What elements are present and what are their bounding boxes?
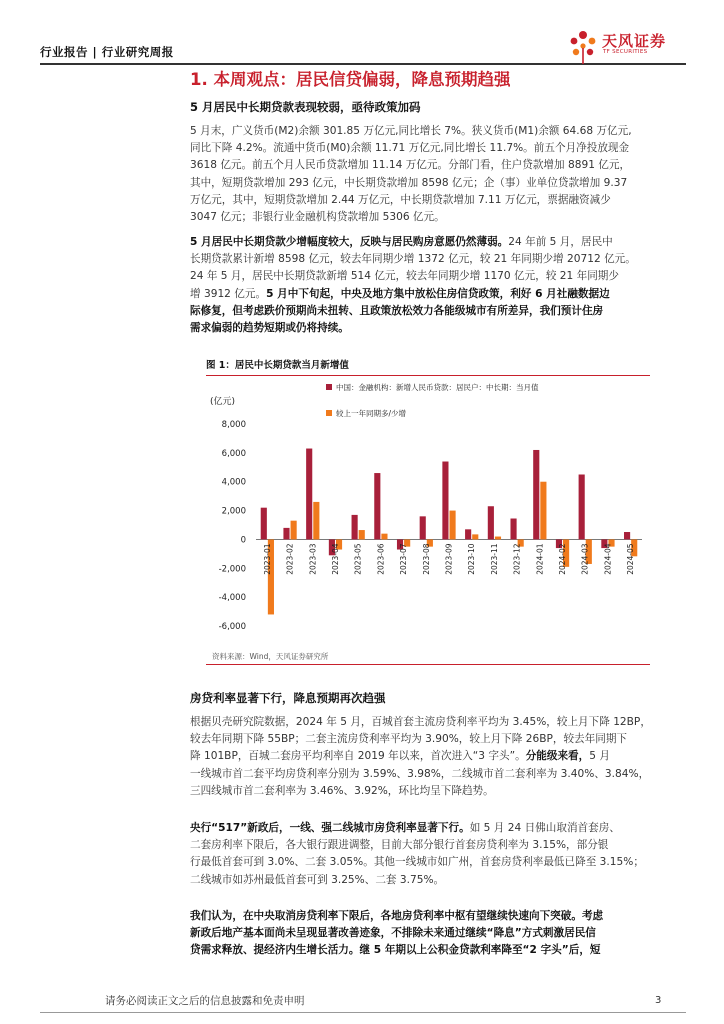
figure-source: 资料来源：Wind，天风证券研究所 [212, 652, 329, 661]
bar-value-2023-09 [442, 462, 448, 540]
bar-yoy-2023-10 [472, 534, 478, 539]
bar-yoy-2023-02 [291, 521, 297, 540]
text-span: 增 3912 亿元。 [190, 287, 267, 300]
text-line [190, 925, 686, 942]
logo-subtitle: TF SECURITIES [603, 49, 648, 55]
text-line: 5 月末，广义货币(M2)余额 301.85 万亿元,同比增长 7%。狭义货币(M1)余额 64.68 万亿元, [190, 125, 632, 137]
y-tick-label: 0 [240, 535, 246, 546]
bar-value-2024-03 [579, 475, 585, 540]
bold-text: 我们认为，在中央取消房贷利率下限后，各地房贷利率中枢有望继续快速向下突破。考虑 [190, 910, 604, 922]
figure-top-rule [206, 375, 650, 376]
y-tick-label: -4,000 [218, 593, 246, 604]
bar-value-2023-12 [510, 519, 516, 540]
y-tick-label: -2,000 [218, 564, 246, 575]
text-line [190, 908, 686, 925]
flower-logo-icon [566, 26, 600, 66]
bar-value-2024-05 [624, 532, 630, 539]
bold-text: 5 月中下旬起，中央及地方集中放松住房信贷政策，利好 6 月社融数据边 [266, 287, 610, 300]
text-line: 较去年同期下降 55BP；二套主流房贷利率平均为 3.90%，较上月下降 26BP，较去年同期下 [190, 733, 628, 746]
text-line: 根据贝壳研究院数据，2024 年 5 月，百城首套主流房贷利率平均为 3.45%，较上月下降 12BP， [190, 716, 651, 728]
logo-name: 天风证券 [602, 32, 667, 50]
bar-value-2023-05 [352, 515, 358, 540]
bar-value-2023-02 [283, 528, 289, 540]
footer-divider [40, 1012, 686, 1013]
text-span: 5 月 [589, 750, 610, 763]
legend-label: 较上一年同期多/少增 [336, 409, 407, 418]
bold-text: 央行“517”新政后，一线、强二线城市房贷利率显著下行。 [190, 822, 470, 834]
text-line: 一线城市首二套平均房贷利率分别为 3.59%、3.98%，二线城市首二套利率为 3.40%、3.84%， [190, 767, 650, 780]
bar-yoy-2023-05 [359, 530, 365, 539]
text-line [190, 234, 686, 251]
bold-text: 际修复，但考虑跌价预期尚未扭转、且政策放松效力各能级城市有所差异，我们预计住房 [190, 304, 604, 317]
x-tick-label: 2024-01 [535, 543, 545, 575]
x-tick-label: 2024-05 [626, 543, 636, 575]
bar-value-2023-01 [261, 508, 267, 540]
x-tick-label: 2023-02 [285, 543, 295, 575]
paragraph-outlook [190, 908, 686, 960]
bar-value-2023-08 [420, 516, 426, 539]
legend-swatch [326, 384, 332, 390]
chart-axes [219, 420, 642, 632]
paragraph-money-supply [190, 123, 686, 226]
text-line: 三四线城市首二套利率为 3.46%、3.92%，环比均呈下降趋势。 [190, 784, 494, 797]
text-line: 24 年 5 月，居民中长期贷款新增 514 亿元，较去年同期少增 1170 亿元，较 21 年同期少 [190, 270, 619, 283]
bar-yoy-2024-01 [540, 482, 546, 540]
chart-legend [326, 382, 539, 418]
text-span: 降 101BP，百城二套房平均利率自 2019 年以来，首次进入“3 字头”。 [190, 750, 526, 763]
bar-yoy-2023-06 [381, 534, 387, 540]
text-line [190, 320, 686, 337]
bar-chart [206, 378, 650, 650]
text-line: 万亿元，其中，短期贷款增加 2.44 万亿元，中长期贷款增加 7.11 万亿元，票据融资减少 [190, 193, 611, 206]
x-tick-label: 2023-04 [330, 543, 340, 575]
company-logo [566, 26, 696, 70]
x-tick-label: 2023-07 [399, 543, 409, 575]
bold-text: 分能级来看， [525, 750, 590, 763]
paragraph-mortgage-rates [190, 714, 686, 800]
bold-text: 新政后地产基本面尚未呈现显著改善迹象，不排除未来通过继续“降息”方式刺激居民信 [190, 927, 596, 940]
figure-title: 图 1：居民中长期贷款当月新增值 [206, 360, 349, 371]
x-tick-label: 2023-09 [444, 543, 454, 575]
bold-text: 贷需求释放、提经济内生增长活力。继 5 年期以上公积金贷款利率降至“2 字头”后，短 [190, 944, 601, 957]
bar-value-2023-11 [488, 506, 494, 539]
page-number: 3 [655, 995, 662, 1006]
text-line: 同比下降 4.2%。流通中货币(M0)余额 11.71 万亿元,同比增长 11.7%。前五个月净投放现金 [190, 142, 630, 155]
footer-disclaimer: 请务必阅读正文之后的信息披露和免责申明 [105, 995, 305, 1007]
bar-value-2023-10 [465, 529, 471, 539]
bar-value-2024-01 [533, 450, 539, 539]
text-line [190, 820, 686, 837]
x-axis-labels [263, 543, 635, 575]
subtitle-mortgage-rates: 房贷利率显著下行，降息预期再次趋强 [190, 691, 386, 705]
text-span: 24 年前 5 月，居民中 [508, 236, 613, 248]
paragraph-household-loans [190, 234, 686, 337]
bold-text: 需求偏弱的趋势短期或仍将持续。 [190, 322, 349, 335]
text-span: 如 5 月 24 日佛山取消首套房、 [469, 822, 620, 834]
text-line [190, 303, 686, 320]
text-line: 长期贷款累计新增 8598 亿元，较去年同期少增 1372 亿元，较 21 年同期少增 20712 亿元。 [190, 253, 636, 266]
y-tick-label: 8,000 [221, 420, 246, 430]
x-tick-label: 2023-03 [308, 543, 318, 575]
x-tick-label: 2023-11 [489, 543, 499, 575]
legend-label: 中国：金融机构：新增人民币贷款：居民户：中长期：当月值 [336, 383, 539, 392]
x-tick-label: 2024-04 [603, 543, 613, 575]
text-line [190, 286, 686, 303]
bar-yoy-2023-09 [450, 511, 456, 540]
x-tick-label: 2023-05 [353, 543, 363, 575]
chart-bars [261, 449, 638, 615]
figure-bottom-rule [206, 664, 650, 665]
y-tick-label: -6,000 [218, 622, 246, 632]
text-line [190, 748, 686, 765]
x-tick-label: 2023-01 [262, 543, 272, 575]
x-tick-label: 2023-08 [421, 543, 431, 575]
x-tick-label: 2023-12 [512, 543, 522, 575]
bar-yoy-2023-03 [313, 502, 319, 540]
subtitle-m2-loans: 5 月居民中长期贷款表现较弱，亟待政策加码 [190, 100, 421, 114]
text-line: 3047 亿元；非银行业金融机构贷款增加 5306 亿元。 [190, 211, 445, 224]
figure-container [206, 357, 650, 376]
y-tick-label: 4,000 [221, 477, 246, 488]
bar-yoy-2023-11 [495, 537, 501, 540]
text-line [190, 942, 686, 959]
text-line: 二线城市如苏州最低首套可到 3.25%、二套 3.75%。 [190, 873, 445, 886]
section-title: 1. 本周观点：居民信贷偏弱，降息预期趋强 [190, 70, 511, 89]
y-tick-label: 6,000 [221, 448, 246, 459]
x-tick-label: 2023-06 [376, 543, 386, 575]
text-line: 二套房利率下限后，各大银行跟进调整，目前大部分银行首套房贷利率为 3.15%，部分银 [190, 839, 609, 852]
text-line: 其中，短期贷款增加 293 亿元，中长期贷款增加 8598 亿元；企（事）业单位贷款增加 9.37 [190, 176, 628, 189]
x-tick-label: 2024-03 [580, 543, 590, 575]
report-header: 行业报告 | 行业研究周报 [40, 45, 174, 59]
text-line: 行最低首套可到 3.0%、二套 3.05%。其他一线城市如广州，首套房贷利率最低已降至 3.15%； [190, 856, 644, 869]
text-line: 3618 亿元。前五个月人民币贷款增加 11.14 万亿元。分部门看，住户贷款增加 8891 亿元， [190, 159, 631, 172]
legend-swatch [326, 410, 332, 416]
y-axis-label: (亿元) [210, 397, 236, 407]
bar-value-2023-03 [306, 449, 312, 540]
paragraph-517-policy [190, 820, 686, 889]
x-tick-label: 2024-02 [558, 543, 568, 575]
y-tick-label: 2,000 [221, 506, 246, 517]
x-tick-label: 2023-10 [467, 543, 477, 575]
bar-value-2023-06 [374, 473, 380, 539]
bold-text: 5 月居民中长期贷款少增幅度较大，反映与居民购房意愿仍然薄弱。 [190, 236, 509, 248]
